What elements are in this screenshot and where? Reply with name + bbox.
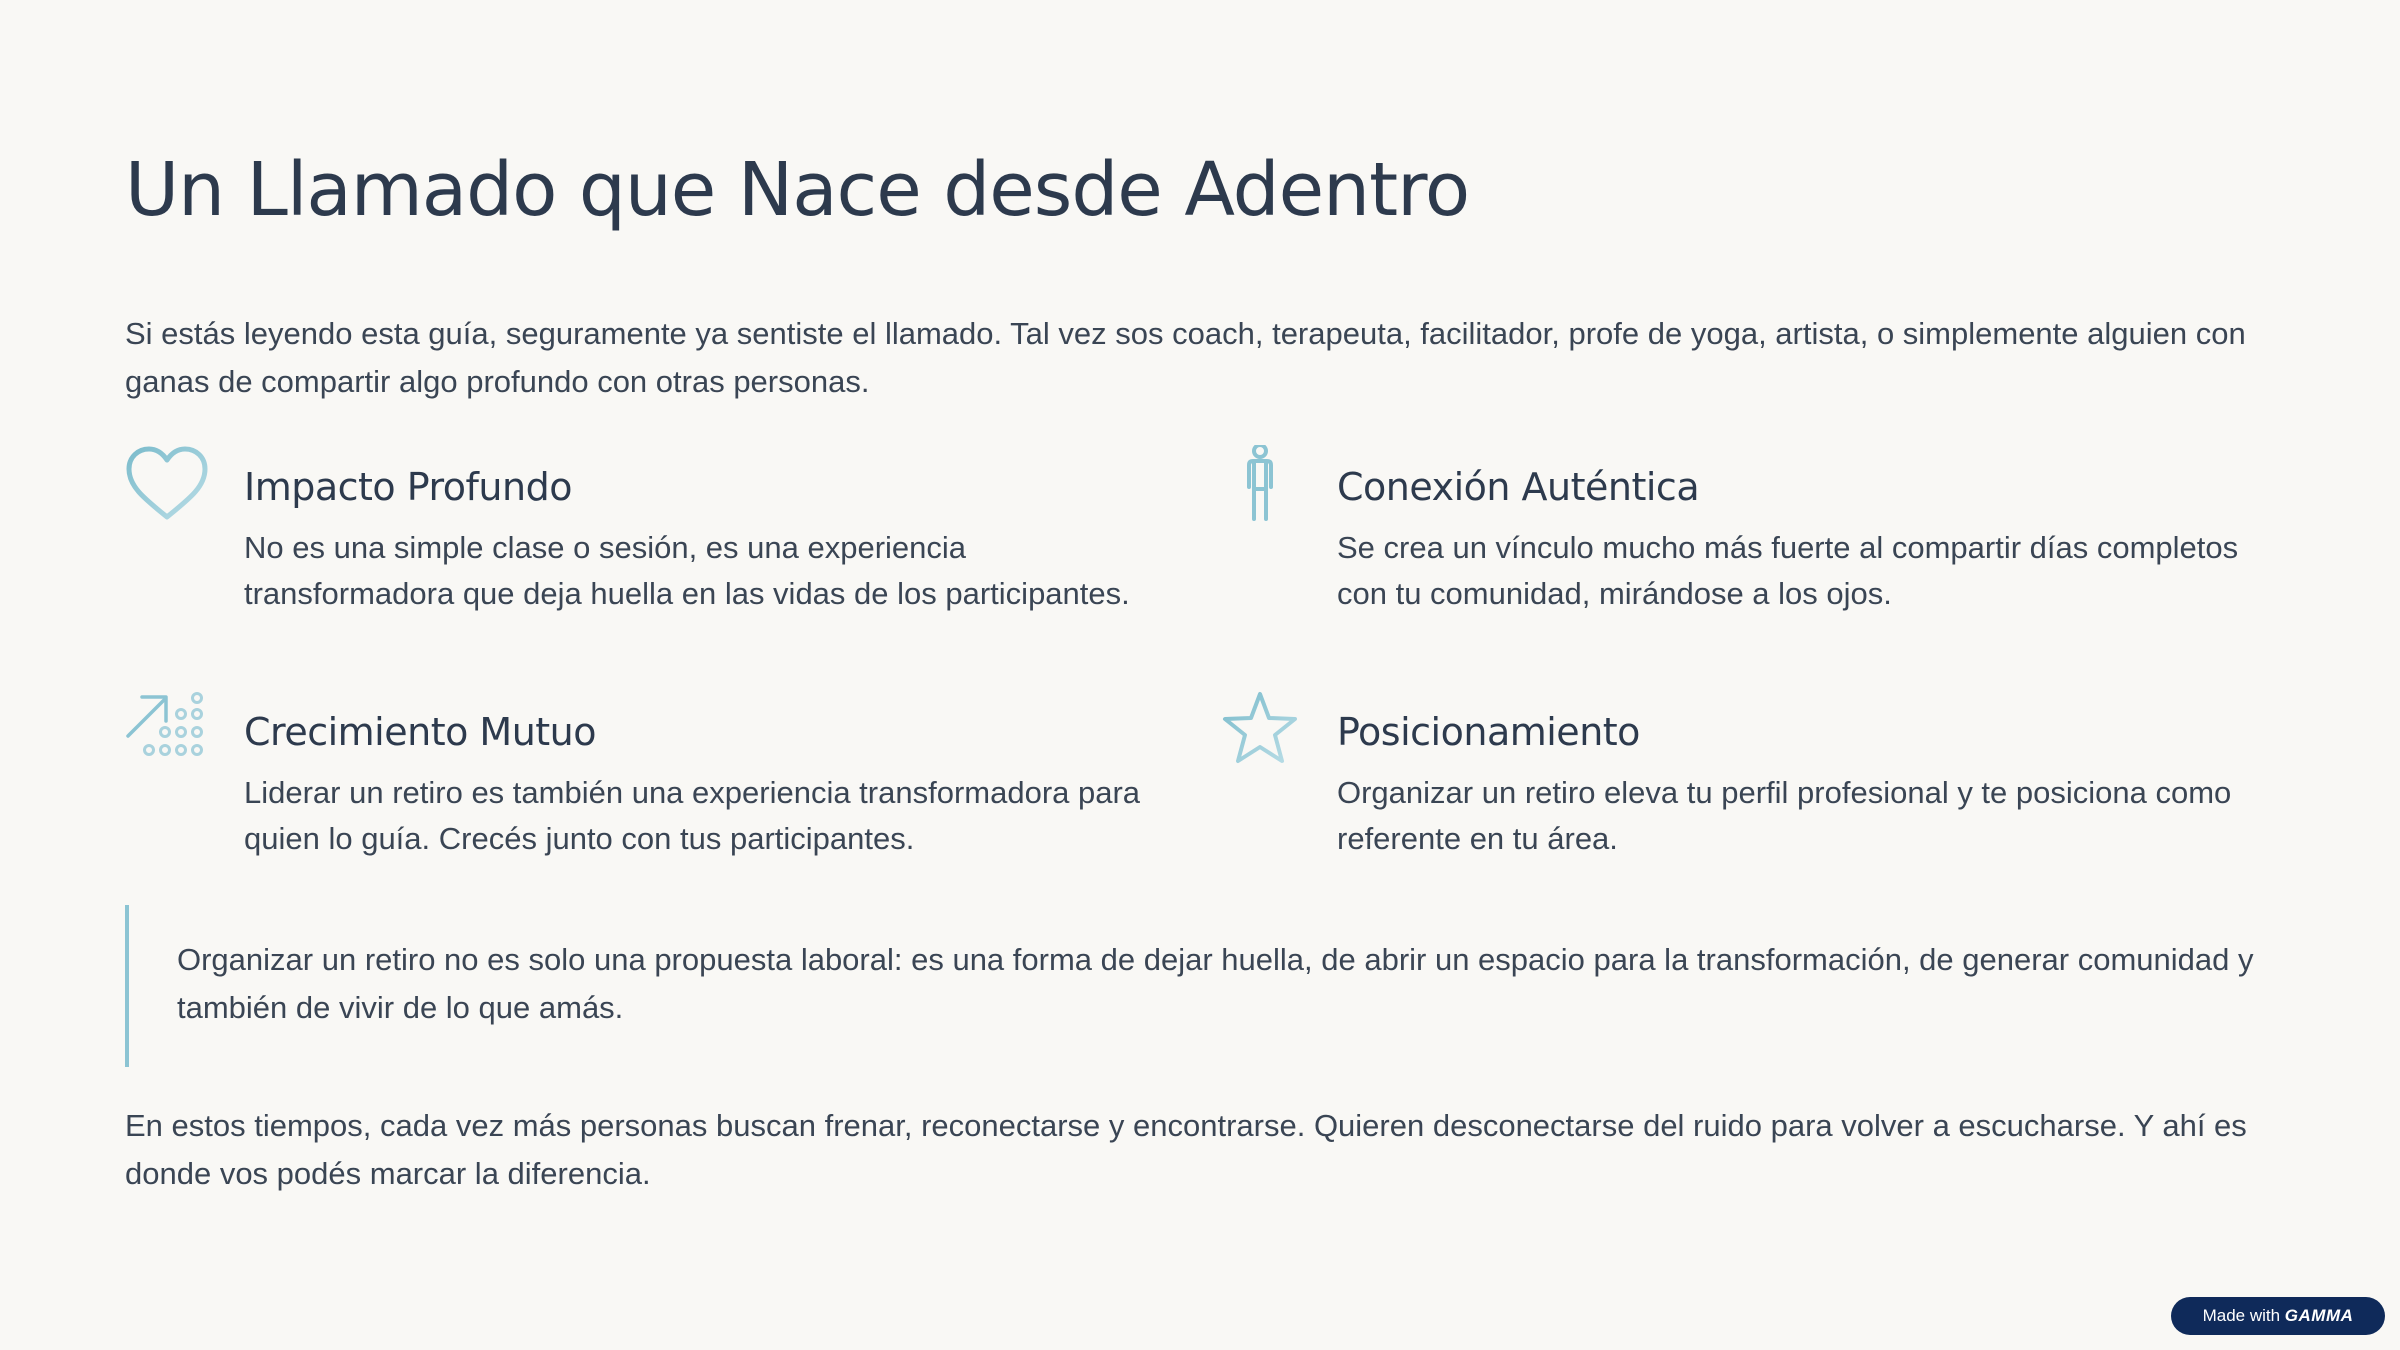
feature-description: No es una simple clase o sesión, es una experiencia transformadora que deja huella en las vidas de los participantes.	[244, 530, 1130, 611]
quote-text: Organizar un retiro no es solo una propuesta laboral: es una forma de dejar huella, de abrir un espacio para la transformación, de generar comunidad y también de vivir de lo que amás.	[177, 942, 2254, 1025]
feature-title: Crecimiento Mutuo	[244, 710, 597, 754]
feature-conexion-autentica	[1218, 445, 2239, 625]
feature-description: Organizar un retiro eleva tu perfil profesional y te posiciona como referente en tu área.	[1337, 775, 2232, 856]
feature-impacto-profundo	[125, 445, 1130, 625]
intro-paragraph: Si estás leyendo esta guía, seguramente ya sentiste el llamado. Tal vez sos coach, terapeuta, facilitador, profe de yoga, artista, o simplemente alguien con ganas de compartir algo profundo con otras personas.	[125, 316, 2246, 399]
blockquote	[125, 905, 2275, 1067]
person-icon	[1218, 445, 1302, 529]
feature-description: Se crea un vínculo mucho más fuerte al compartir días completos con tu comunidad, mirándose a los ojos.	[1337, 530, 2239, 611]
made-with-gamma-badge[interactable]	[2171, 1297, 2385, 1335]
page-title: Un Llamado que Nace desde Adentro	[125, 147, 1470, 233]
star-icon	[1218, 690, 1302, 774]
growth-arrow-icon	[125, 690, 209, 774]
feature-crecimiento-mutuo	[125, 690, 1141, 870]
heart-icon	[125, 445, 209, 529]
badge-prefix: Made with	[2202, 1306, 2281, 1325]
feature-description: Liderar un retiro es también una experiencia transformadora para quien lo guía. Crecés junto con tus participantes.	[244, 775, 1141, 856]
feature-title: Conexión Auténtica	[1337, 465, 1700, 509]
gamma-logo-text: GAMMA	[2284, 1306, 2354, 1325]
feature-title: Impacto Profundo	[244, 465, 572, 509]
feature-posicionamiento	[1218, 690, 2232, 870]
feature-title: Posicionamiento	[1337, 710, 1640, 754]
closing-paragraph: En estos tiempos, cada vez más personas buscan frenar, reconectarse y encontrarse. Quieren desconectarse del ruido para volver a escucharse. Y ahí es donde vos podés marcar la diferencia.	[125, 1108, 2247, 1191]
